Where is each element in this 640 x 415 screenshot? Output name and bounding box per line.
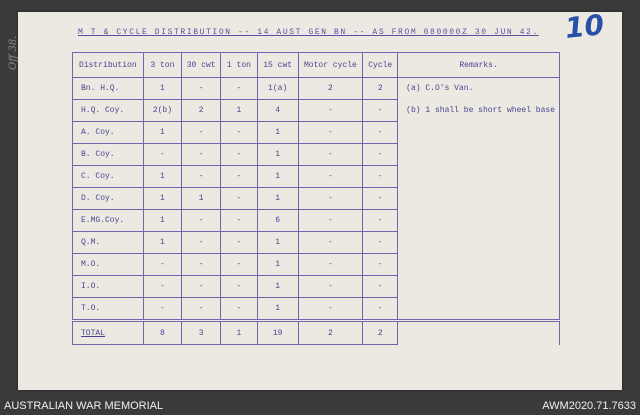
table-cell: 1 [182,188,221,210]
remarks-cell [398,254,560,276]
table-cell: - [221,166,258,188]
table-row [73,210,560,232]
table-cell: 3 [182,321,221,345]
table-cell: 1 [143,166,182,188]
table-cell: 2 [363,321,398,345]
table-cell: 2 [363,78,398,100]
table-cell: - [298,166,363,188]
column-header: Motor cycle [298,53,363,78]
remarks-cell: (a) C.O's Van. [398,78,560,100]
row-label-text: Bn. H.Q. [81,84,120,93]
row-label-text: E.MG.Coy. [81,216,125,225]
column-header: 1 ton [221,53,258,78]
table-cell: - [298,232,363,254]
row-label [73,254,144,276]
table-cell: 6 [257,210,298,232]
table-cell: - [363,276,398,298]
table-cell: 1 [257,254,298,276]
table-cell: 1 [257,122,298,144]
table-cell: - [182,254,221,276]
row-label-text: H.Q. Coy. [81,106,125,115]
table-cell: 1 [257,276,298,298]
remarks-cell [398,210,560,232]
table-cell: - [363,144,398,166]
column-header: Distribution [73,53,144,78]
row-label-text: B. Coy. [81,150,115,159]
column-header: Cycle [363,53,398,78]
remarks-cell [398,232,560,254]
row-label [73,232,144,254]
table-cell: - [182,232,221,254]
table-cell: 1 [257,232,298,254]
table-row [73,232,560,254]
table-cell: 1 [143,188,182,210]
table-cell: - [298,144,363,166]
row-label [73,100,144,122]
remarks-cell [398,144,560,166]
footer-accession-number: AWM2020.71.7633 [542,400,636,412]
table-row [73,188,560,210]
footer-institution: AUSTRALIAN WAR MEMORIAL [4,400,164,412]
remarks-cell [398,298,560,321]
table-row [73,276,560,298]
table-cell: 19 [257,321,298,345]
table-cell: 2 [298,321,363,345]
table-cell: - [221,210,258,232]
table-cell: - [298,122,363,144]
table-cell: - [298,188,363,210]
row-label-text: A. Coy. [81,128,115,137]
table-cell: 1 [221,100,258,122]
table-cell: 4 [257,100,298,122]
row-label-text: T.O. [81,304,101,313]
table-cell: - [298,276,363,298]
column-header: Remarks. [398,53,560,78]
row-label-text: Q.M. [81,238,101,247]
remarks-cell [398,321,560,345]
table-cell: 1 [143,232,182,254]
row-label [73,321,144,345]
table-cell: - [221,78,258,100]
table-cell: - [363,122,398,144]
table-cell: - [363,188,398,210]
remarks-cell [398,188,560,210]
row-label [73,276,144,298]
table-cell: - [182,298,221,321]
table-cell: - [182,166,221,188]
side-note: Off 38. [8,35,19,70]
table-row [73,122,560,144]
table-row [73,166,560,188]
table-cell: - [298,298,363,321]
table-cell: - [182,276,221,298]
table-cell: 1 [143,78,182,100]
table-cell: - [221,144,258,166]
document-title: M T & CYCLE DISTRIBUTION -- 14 AUST GEN BN -- AS FROM 080000Z 30 JUN 42. [78,28,539,37]
row-label-text: D. Coy. [81,194,115,203]
table-header-row [73,53,560,78]
table-cell: - [363,210,398,232]
table-cell: 2 [298,78,363,100]
table-cell: - [298,100,363,122]
row-label [73,78,144,100]
table-cell: - [143,298,182,321]
table-row [73,144,560,166]
table-cell: 1 [257,298,298,321]
remarks-cell [398,122,560,144]
row-label [73,166,144,188]
table-cell: - [221,298,258,321]
table-cell: - [221,232,258,254]
table-cell: - [363,254,398,276]
table-cell: - [221,122,258,144]
distribution-table [72,52,560,345]
folio-number: 10 [563,8,606,45]
remarks-cell [398,276,560,298]
table-row [73,100,560,122]
footer-bar [0,398,640,415]
row-label-text: TOTAL [81,328,106,338]
table-cell: 1 [221,321,258,345]
total-row [73,321,560,345]
table-cell: - [221,188,258,210]
table-cell: - [182,122,221,144]
table-cell: 1 [257,166,298,188]
table-cell: 1 [257,144,298,166]
row-label-text: M.O. [81,260,101,269]
table-row [73,78,560,100]
table-cell: - [143,276,182,298]
table-cell: - [363,232,398,254]
table-cell: - [363,298,398,321]
table-cell: - [363,100,398,122]
remarks-cell [398,166,560,188]
table-cell: 2(b) [143,100,182,122]
table-cell: - [143,144,182,166]
row-label-text: I.O. [81,282,101,291]
table-cell: - [298,254,363,276]
row-label-text: C. Coy. [81,172,115,181]
table-cell: - [143,254,182,276]
column-header: 3 ton [143,53,182,78]
table-cell: - [298,210,363,232]
row-label [73,144,144,166]
table-row [73,298,560,321]
table-cell: - [221,276,258,298]
row-label [73,298,144,321]
table-cell: 1 [257,188,298,210]
row-label [73,210,144,232]
table-cell: - [182,144,221,166]
row-label [73,188,144,210]
row-label [73,122,144,144]
remarks-cell: (b) 1 shall be short wheel base [398,100,560,122]
column-header: 15 cwt [257,53,298,78]
table-cell: - [221,254,258,276]
column-header: 30 cwt [182,53,221,78]
table-cell: 2 [182,100,221,122]
table-cell: 1 [143,210,182,232]
table-cell: 8 [143,321,182,345]
table-cell: - [363,166,398,188]
table-cell: 1(a) [257,78,298,100]
table-row [73,254,560,276]
table-cell: 1 [143,122,182,144]
table-cell: - [182,78,221,100]
table-cell: - [182,210,221,232]
